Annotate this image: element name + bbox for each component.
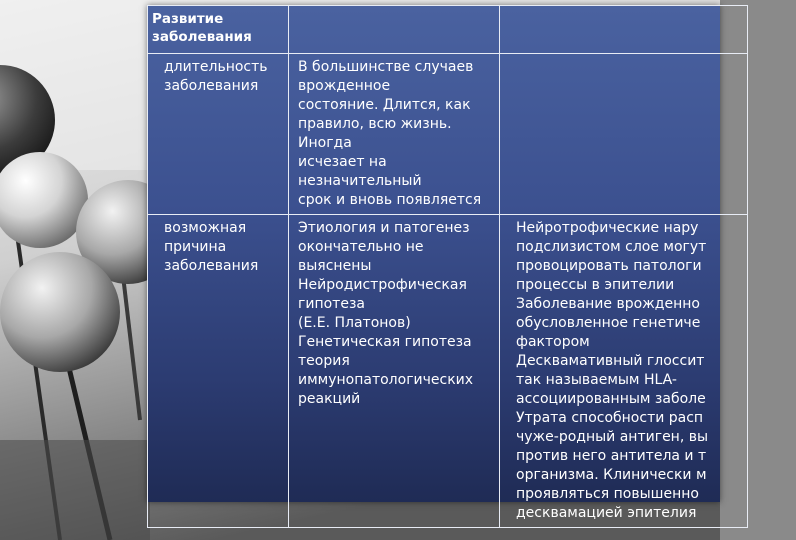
table-header-empty-cell	[500, 6, 748, 54]
row-extra-cell	[500, 215, 748, 528]
table-header-row	[148, 6, 748, 54]
table-header-empty-cell	[289, 6, 500, 54]
row-extra	[500, 54, 748, 215]
row-label: возможная причина заболевания	[148, 215, 289, 528]
row-label: длительность заболевания	[148, 54, 289, 215]
table-row	[148, 54, 748, 215]
row-extra: Нейротрофические нару подслизистом слое могут провоцировать патологи процессы в эпителии Заболевание врожденно обусловленное генетиче фактором Десквамативный глоссит так называемым HLA- ассоциированным заболе Утрата способности расп чуже-родный антиген, вы против него антитела и т организма. Клинически м проявляться повышенно десквамацией эпителия	[516, 220, 709, 521]
content-table-panel	[147, 5, 720, 521]
disease-development-table	[147, 5, 748, 528]
row-description: В большинстве случаев врожденное состояние. Длится, как правило, всю жизнь. Иногда исчезает на незначительный срок и вновь появляется	[289, 54, 500, 215]
table-row	[148, 215, 748, 528]
table-header-cell: Развитие заболевания	[148, 6, 289, 54]
row-description: Этиология и патогенез окончательно не выяснены Нейродистрофическая гипотеза (Е.Е. Платонов) Генетическая гипотеза теория иммунопатологических реакций	[289, 215, 500, 528]
